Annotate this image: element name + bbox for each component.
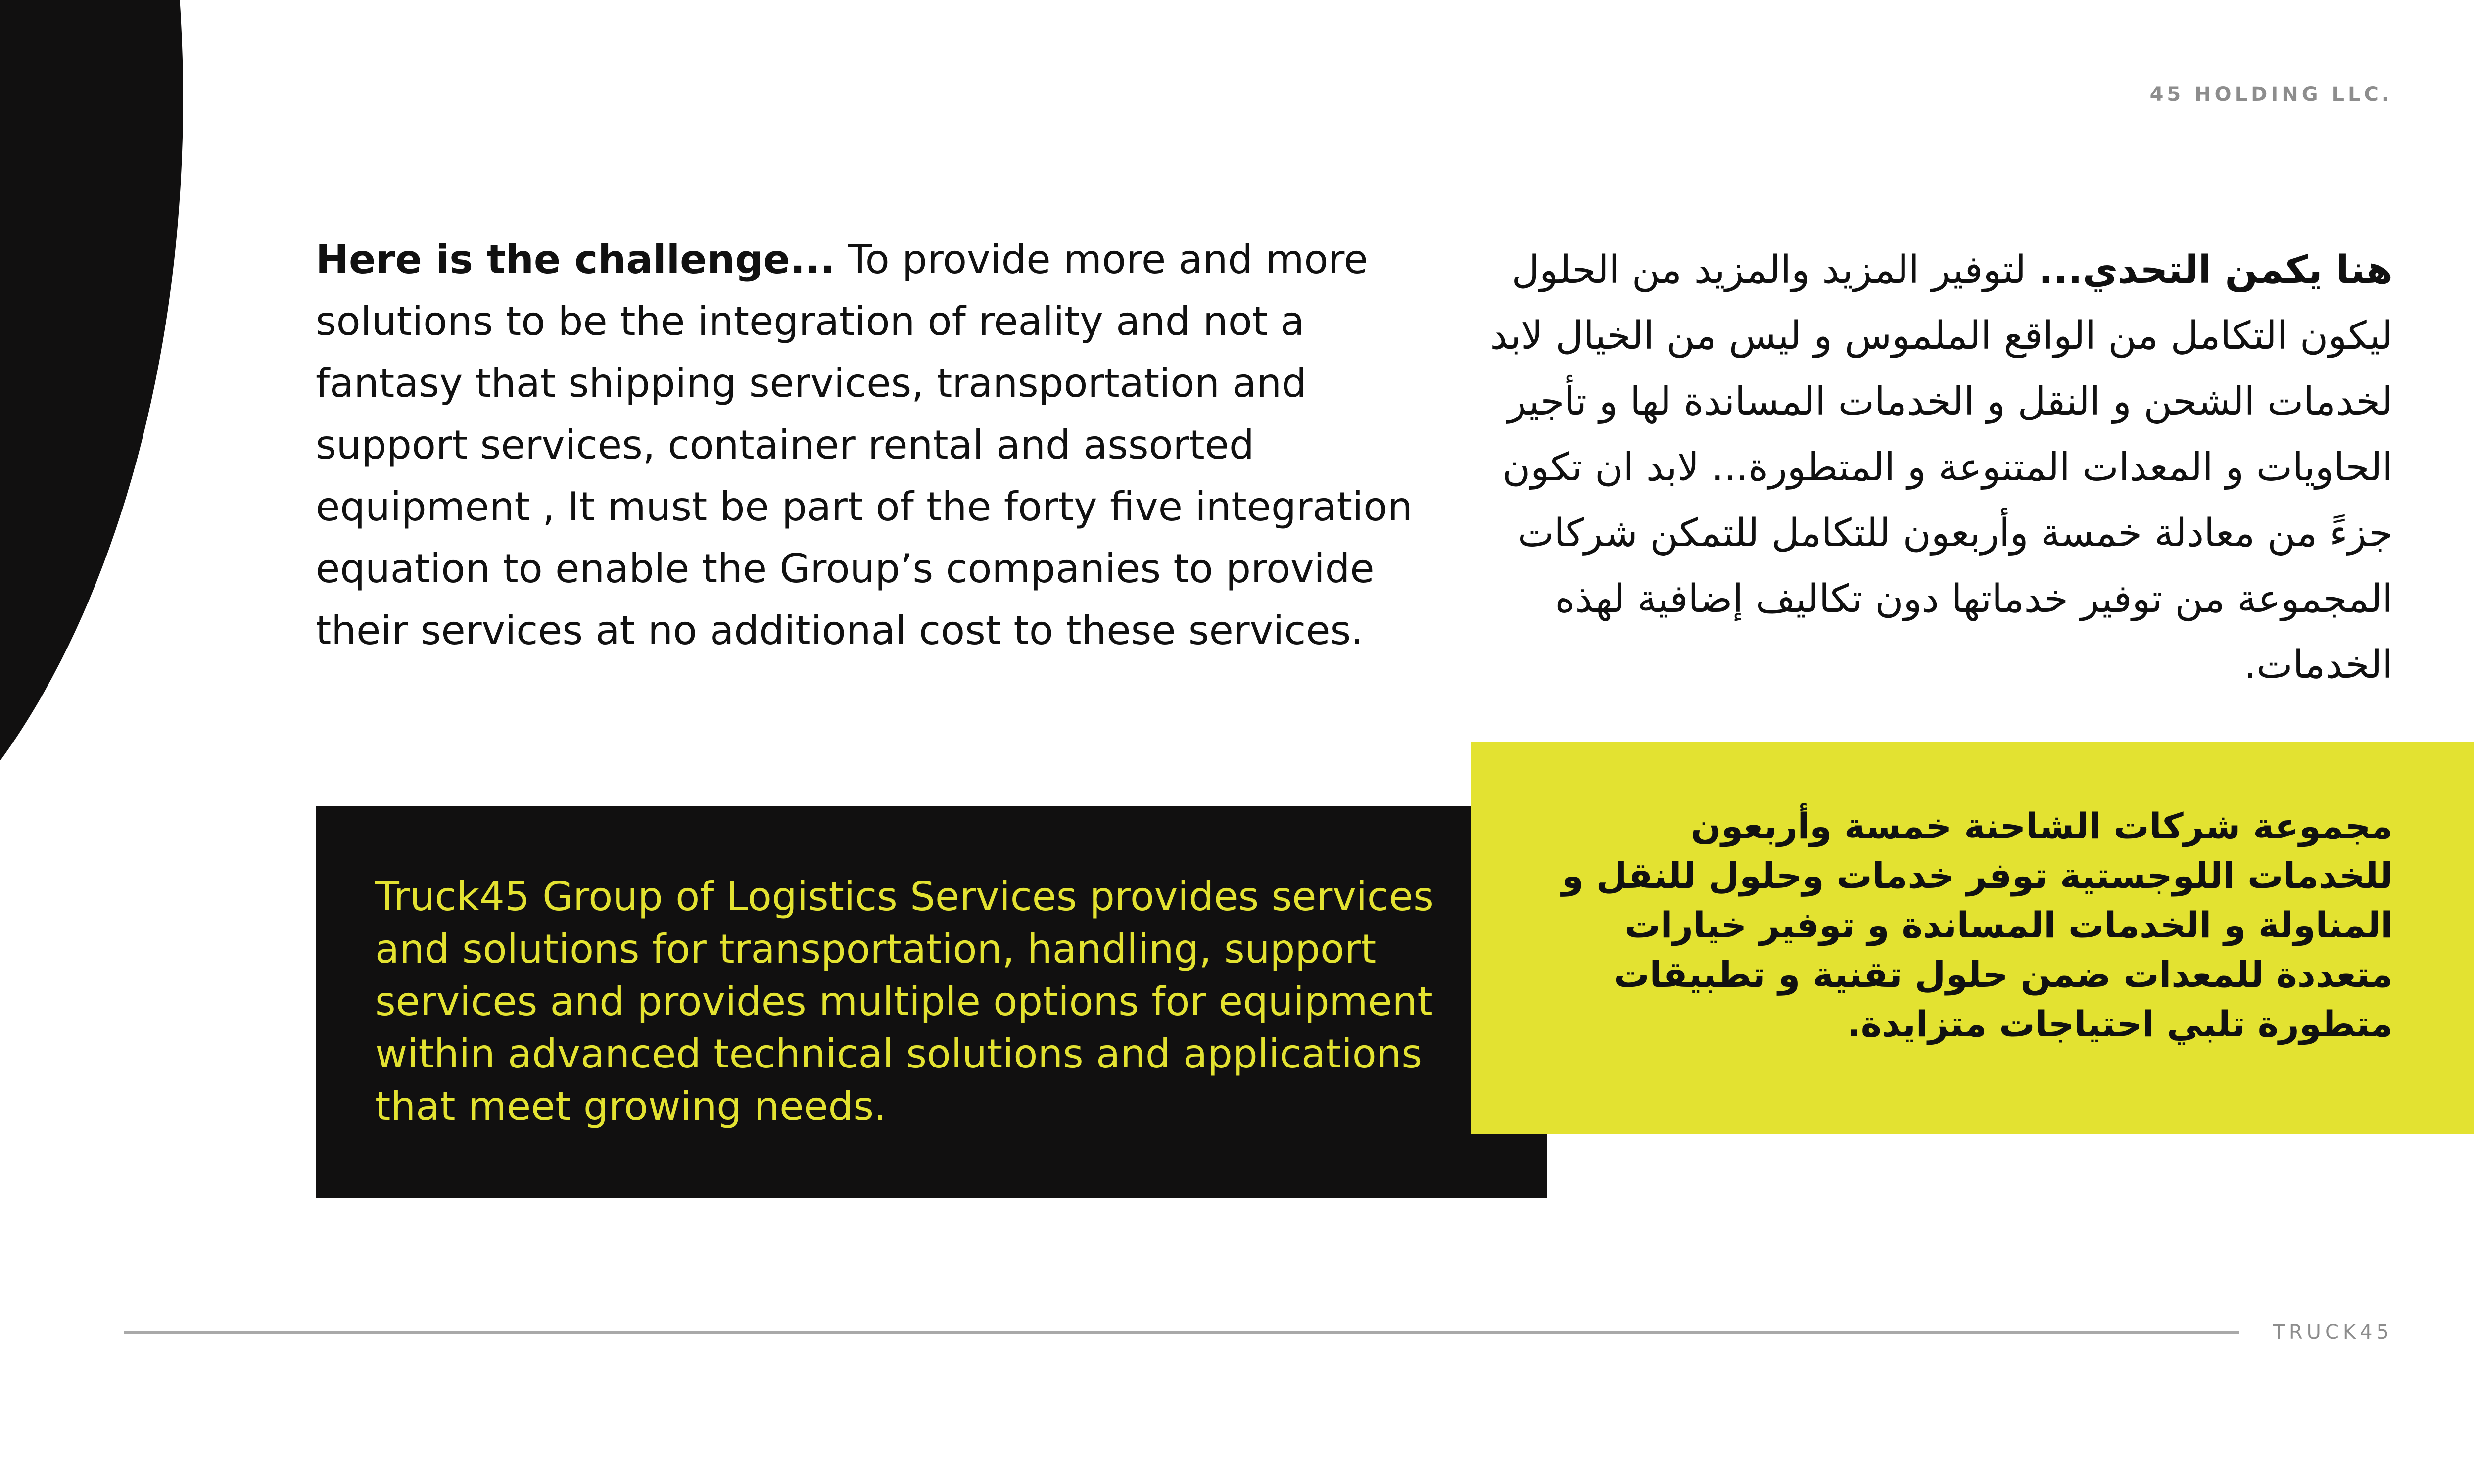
company-header: 45 HOLDING LLC. [2149,83,2393,106]
arabic-body-text: لتوفير المزيد والمزيد من الحلول ليكون التكامل من الواقع الملموس و ليس من الخيال لابد لخدمات الشحن و النقل و الخدمات المساندة لها و تأجير الحاويات و المعدات المتنوعة و المتطورة... لابد ان تكون جزءً من معادلة خمسة وأربعون للتكامل للتمكن شركات المجموعة من توفير خدماتها دون تكاليف إضافية لهذه الخدمات. [1490,248,2393,687]
arabic-challenge-paragraph [1463,237,2393,698]
english-services-text: Truck45 Group of Logistics Services provides services and solutions for transportation, handling, support services and provides multiple options for equipment within advanced technical solutions and applications that meet growing needs. [375,874,1434,1129]
footer-divider [124,1331,2239,1334]
english-services-box [316,806,1547,1198]
arabic-lead-text: هنا يكمن التحدي... [2038,248,2393,292]
footer-brand: TRUCK45 [2273,1321,2393,1344]
decorative-black-arc [0,0,183,940]
english-challenge-paragraph [316,229,1424,661]
arabic-services-box [1471,742,2474,1134]
english-lead-text: Here is the challenge... [316,236,836,282]
english-body-text: To provide more and more solutions to be the integration of reality and not a fantasy that shipping services, transportation and support services, container rental and assorted equipment , It must be part of the forty five integration equation to enable the Group’s companies to provide their services at no additional cost to these services. [316,236,1413,653]
arabic-services-text: مجموعة شركات الشاحنة خمسة وأربعون للخدمات اللوجستية توفر خدمات وحلول للنقل و المناولة و الخدمات المساندة و توفير خيارات متعددة للمعدات ضمن حلول تقنية و تطبيقات متطورة تلبي احتياجات متزايدة. [1562,805,2393,1045]
